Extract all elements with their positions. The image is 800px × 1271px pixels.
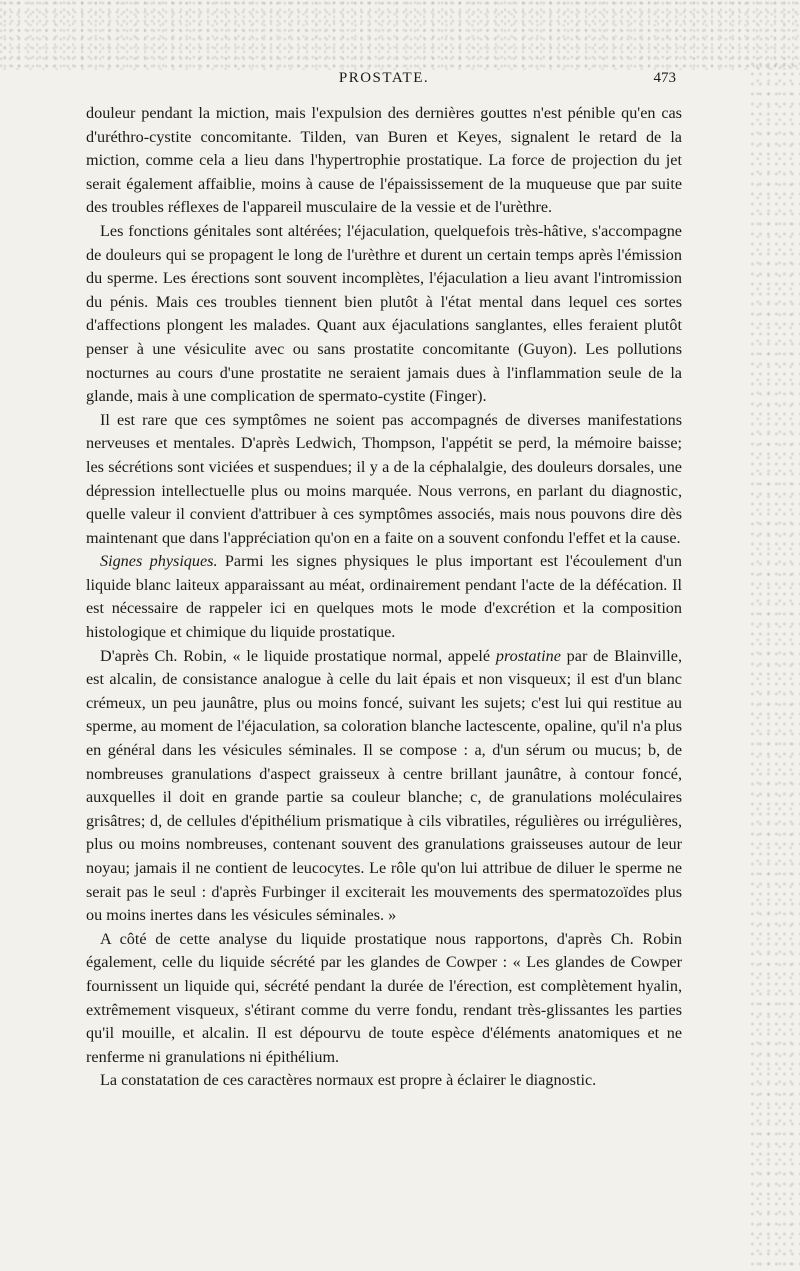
paragraph-2-text: Les fonctions génitales sont altérées; l'éjaculation, quelquefois très-hâtive, s'accompagne de douleurs qui se propagent le long de l'urèthre et durent un certain temps après l'émission du sperme. Les érections sont souvent incomplètes, l'éjaculation a lieu avant l'intromission du pénis. Mais ces troubles tiennent bien plutôt à l'état mental dans lequel ces sortes d'affections plongent les malades. Quant aux éjaculations sanglantes, elles feraient plutôt penser à une vésiculite avec ou sans prostatite concomitante (Guyon). Les pollutions nocturnes au cours d'une prostatite ne seraient jamais dues à l'inflammation seule de la glande, mais à une complication de spermato-cystite (Finger).	[86, 221, 682, 406]
paragraph-4-text: Parmi les signes physiques le plus important est l'écoulement d'un liquide blanc laiteux apparaissant au méat, ordinairement pendant l'acte de la défécation. Il est nécessaire de rappeler ici en quelques mots le mode d'excrétion et la composition histologique et chimique du liquide prostatique.	[86, 552, 682, 642]
paragraph-2	[86, 220, 682, 409]
paragraph-4	[86, 550, 682, 644]
paragraph-6	[86, 928, 682, 1070]
italic-term-prostatine: prostatine	[495, 646, 561, 665]
running-title: PROSTATE.	[338, 70, 430, 86]
paragraph-1	[86, 102, 682, 220]
page-number: 473	[653, 70, 676, 86]
paragraph-7	[86, 1069, 682, 1093]
paragraph-7-text: La constatation de ces caractères normaux est propre à éclairer le diagnostic.	[100, 1071, 597, 1090]
page-header	[86, 70, 682, 96]
scan-noise-right	[750, 60, 800, 1271]
paragraph-5-text-before: D'après Ch. Robin, « le liquide prostatique normal, appelé	[100, 646, 496, 665]
scan-noise-top	[0, 0, 800, 70]
paragraph-3-text: Il est rare que ces symptômes ne soient pas accompagnés de diverses manifestations nerveuses et mentales. D'après Ledwich, Thompson, l'appétit se perd, la mémoire baisse; les sécrétions sont viciées et suspendues; il y a de la céphalalgie, des douleurs dorsales, une dépression intellectuelle plus ou moins marquée. Nous verrons, en parlant du diagnostic, quelle valeur il convient d'attribuer à ces symptômes associés, mais nous pouvons dire dès maintenant que dans l'appréciation qu'on en a faite on a souvent confondu l'effet et la cause.	[86, 410, 682, 547]
paragraph-3	[86, 409, 682, 551]
book-page	[86, 70, 682, 1093]
section-heading-signes-physiques: Signes physiques.	[100, 552, 218, 571]
paragraph-1-text: douleur pendant la miction, mais l'expulsion des dernières gouttes n'est pénible qu'en cas d'uréthro-cystite concomitante. Tilden, van Buren et Keyes, signalent le retard de la miction, comme cela a lieu dans l'hypertrophie prostatique. La force de projection du jet serait également affaiblie, moins à cause de l'épaississement de la muqueuse que par suite des troubles réflexes de l'appareil musculaire de la vessie et de l'urèthre.	[86, 104, 682, 217]
paragraph-5-text-after: par de Blainville, est alcalin, de consistance analogue à celle du lait épais et non visqueux; il est d'un blanc crémeux, un peu jaunâtre, plus ou moins foncé, suivant les sujets; c'est lui qui restitue au sperme, au moment de l'éjaculation, sa coloration blanche lactescente, opaline, qu'il n'a plus en général dans les vésicules séminales. Il se compose : a, d'un sérum ou mucus; b, de nombreuses granulations d'aspect graisseux à centre brillant jaunâtre, à contour foncé, auxquelles il doit en grande partie sa couleur blanche; c, de granulations moléculaires grisâtres; d, de cellules d'épithélium prismatique à cils vibratiles, régulières ou irrégulières, plus ou moins nombreuses, contenant souvent des granulations graisseuses autour de leur noyau; jamais il ne contient de leucocytes. Le rôle qu'on lui attribue de diluer le sperme ne serait pas le seul : d'après Furbinger il exciterait les mouvements des spermatozoïdes plus ou moins inertes dans les vésicules séminales. »	[86, 646, 682, 925]
paragraph-5	[86, 645, 682, 928]
body-text	[86, 102, 682, 1093]
paragraph-6-text: A côté de cette analyse du liquide prostatique nous rapportons, d'après Ch. Robin également, celle du liquide sécrété par les glandes de Cowper : « Les glandes de Cowper fournissent un liquide qui, sécrété pendant la durée de l'érection, est complètement hyalin, extrêmement visqueux, s'étirant comme du verre fondu, rendant très-glissantes les parties qu'il mouille, et alcalin. Il est dépourvu de toute espèce d'éléments anatomiques et ne renferme ni granulations ni épithélium.	[86, 929, 682, 1066]
